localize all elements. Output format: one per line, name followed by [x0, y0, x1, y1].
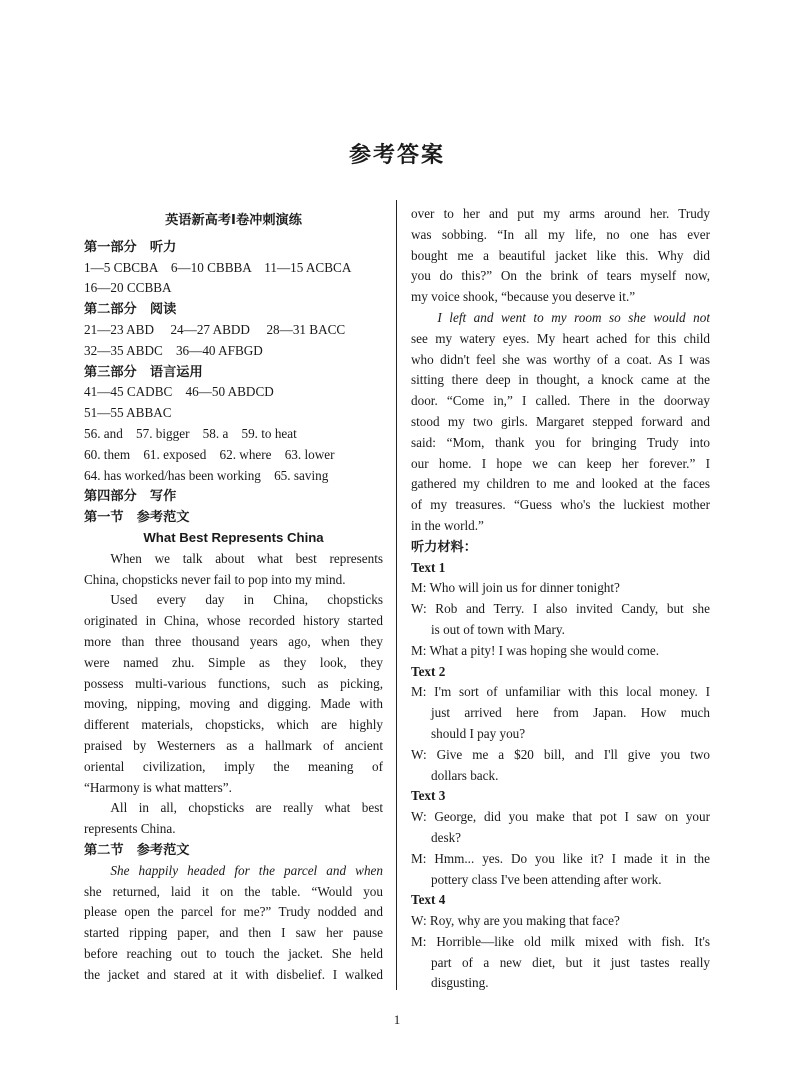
left-text-line: 41—45 CADBC 46—50 ABDCD	[84, 384, 274, 400]
left-text-line: 60. them 61. exposed 62. where 63. lower	[84, 446, 335, 462]
right-text-line: said: “Mom, thank you for bringing Trudy into	[411, 434, 710, 450]
left-text-line: started ripping paper, and then I saw her pause	[84, 925, 383, 941]
right-text-line: Text 3	[411, 788, 446, 804]
right-text-line: desk?	[431, 829, 462, 845]
right-text-line: M: I'm sort of unfamiliar with this local money. I	[411, 684, 710, 700]
right-text-line: in the world.”	[411, 517, 484, 533]
right-text-line: our home. I hope we can keep her forever.” I	[411, 455, 710, 471]
left-text-line: represents China.	[84, 821, 176, 837]
right-text-line: was sobbing. “In all my life, no one has ever	[411, 226, 710, 242]
left-text-line: 32—35 ABDC 36—40 AFBGD	[84, 342, 263, 358]
right-text-line: sitting there deep in thought, a knock came at the	[411, 372, 710, 388]
right-text-line: is out of town with Mary.	[431, 621, 565, 637]
left-text-line: She happily headed for the parcel and when	[110, 862, 383, 878]
left-text-line: moving, nipping, moving and digging. Made with	[84, 696, 383, 712]
left-text-line: possess multi-various functions, such as picking,	[84, 675, 383, 691]
right-text-line: W: Rob and Terry. I also invited Candy, but she	[411, 601, 710, 617]
right-text-line: stood my two girls. Margaret stepped forward and	[411, 413, 710, 429]
left-text-line: 51—55 ABBAC	[84, 405, 172, 421]
right-text-line: M: Horrible—like old milk mixed with fish. It's	[411, 933, 710, 949]
right-text-line: W: Give me a $20 bill, and I'll give you two	[411, 746, 710, 762]
right-text-line: bought me a beautiful jacket like this. Why did	[411, 247, 710, 263]
left-text-line: 第一节 参考范文	[84, 509, 190, 525]
right-text-line: M: What a pity! I was hoping she would come.	[411, 642, 660, 658]
right-text-line: I left and went to my room so she would not	[437, 309, 710, 325]
left-text-line: originated in China, whose recorded history started	[84, 613, 383, 629]
left-text-line: Used every day in China, chopsticks	[110, 592, 383, 608]
left-text-line: China, chopsticks never fail to pop into my mind.	[84, 571, 346, 587]
left-text-line: 第三部分 语言运用	[84, 363, 203, 379]
right-text-line: gathered my children to me and looked at the faces	[411, 476, 710, 492]
right-text-line: part of a new diet, but it just tastes really	[431, 954, 710, 970]
left-text-line: All in all, chopsticks are really what best	[110, 800, 383, 816]
right-text-line: door. “Come in,” I called. There in the doorway	[411, 393, 710, 409]
right-text-line: my voice shook, “because you deserve it.”	[411, 289, 636, 305]
left-text-line: she returned, laid it on the table. “Would you	[84, 883, 383, 899]
left-text-line: different materials, chopsticks, which are highly	[84, 717, 383, 733]
right-column	[411, 204, 710, 994]
left-text-line: please open the parcel for me?” Trudy nodded and	[84, 904, 383, 920]
left-text-line: praised by Westerners as a hallmark of ancient	[84, 737, 383, 753]
left-text-line: 21—23 ABD 24—27 ABDD 28—31 BACC	[84, 321, 346, 337]
right-text-line: of my treasures. “Guess who's the luckiest mother	[411, 497, 710, 513]
right-text-line: Text 4	[411, 892, 446, 908]
right-text-line: you do this?” On the brink of tears myself now,	[411, 268, 710, 284]
left-column	[84, 204, 383, 985]
right-text-line: see my watery eyes. My heart ached for this child	[411, 330, 710, 346]
left-text-line: the jacket and stared at it with disbelief. I walked	[84, 966, 383, 982]
left-text-line: 英语新高考Ⅰ卷冲刺演练	[165, 212, 302, 227]
right-text-line: Text 1	[411, 559, 446, 575]
left-text-line: more than three thousand years ago, when they	[84, 633, 383, 649]
page-number: 1	[393, 1012, 401, 1027]
right-text-line: just arrived here from Japan. How much	[431, 705, 710, 721]
left-text-line: oriental civilization, imply the meaning of	[84, 758, 383, 774]
left-text-line: “Harmony is what matters”.	[84, 779, 232, 795]
right-text-line: 听力材料：	[411, 538, 477, 554]
left-text-line: When we talk about what best represents	[110, 550, 383, 566]
left-text-line: 第四部分 写作	[84, 488, 177, 504]
right-text-line: pottery class I've been attending after work.	[431, 871, 662, 887]
right-text-line: M: Who will join us for dinner tonight?	[411, 580, 620, 596]
right-text-line: W: George, did you make that pot I saw on your	[411, 809, 710, 825]
left-text-line: 第二部分 阅读	[84, 301, 177, 317]
left-text-line: What Best Represents China	[143, 529, 324, 545]
right-text-line: over to her and put my arms around her. Trudy	[411, 206, 710, 221]
left-text-line: 64. has worked/has been working 65. saving	[84, 467, 329, 483]
page-title: 参考答案	[348, 142, 445, 167]
left-text-line: before reaching out to touch the jacket. She held	[84, 945, 383, 961]
left-text-line: 16—20 CCBBA	[84, 280, 172, 296]
right-text-line: disgusting.	[431, 975, 489, 991]
right-text-line: should I pay you?	[431, 725, 526, 741]
right-text-line: dollars back.	[431, 767, 499, 783]
right-text-line: who didn't feel she was worthy of a coat. As I was	[411, 351, 710, 367]
left-text-line: 第二节 参考范文	[84, 841, 190, 857]
left-text-line: were named zhu. Simple as they look, they	[84, 654, 383, 670]
left-text-line: 第一部分 听力	[84, 238, 177, 254]
right-text-line: W: Roy, why are you making that face?	[411, 913, 620, 929]
right-text-line: M: Hmm... yes. Do you like it? I made it in the	[411, 850, 710, 866]
left-text-line: 1—5 CBCBA 6—10 CBBBA 11—15 ACBCA	[84, 259, 352, 275]
column-divider	[396, 200, 397, 990]
left-text-line: 56. and 57. bigger 58. a 59. to heat	[84, 425, 297, 441]
right-text-line: Text 2	[411, 663, 446, 679]
